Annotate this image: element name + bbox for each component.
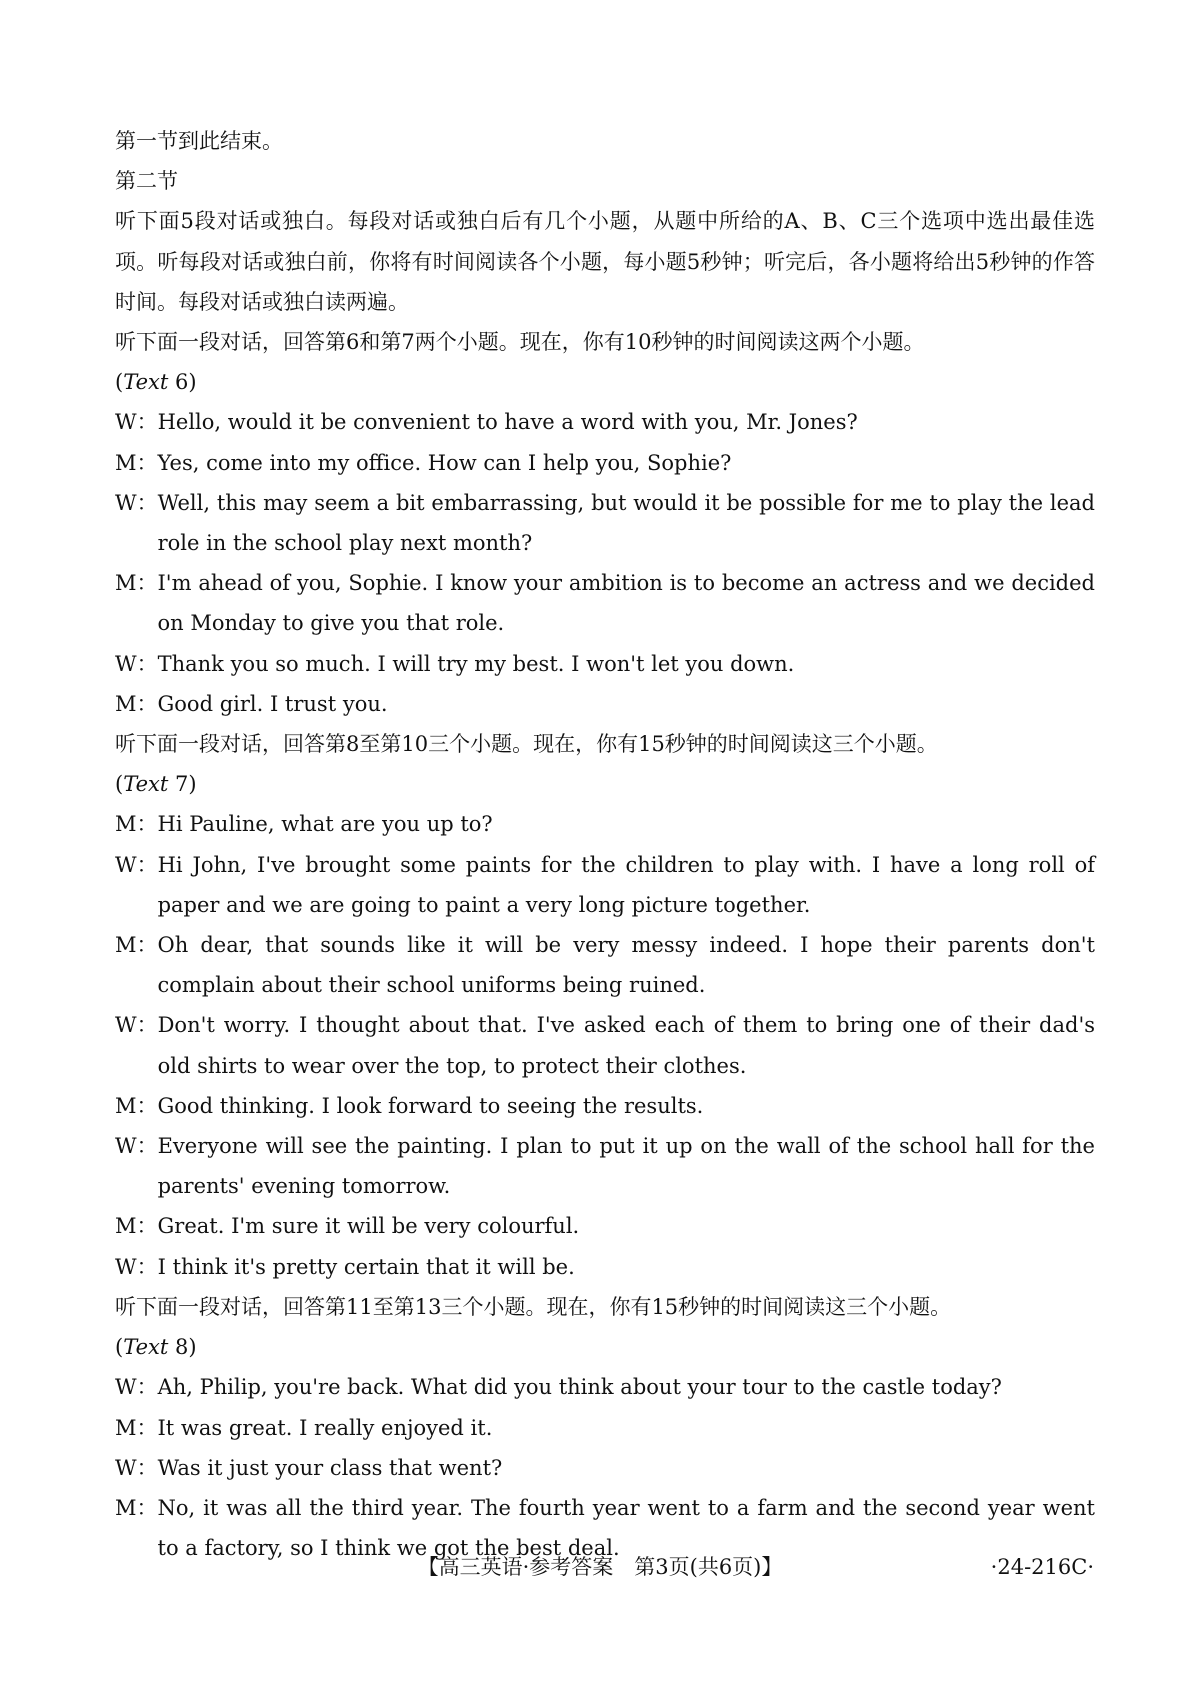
utterance: Good thinking. I look forward to seeing the results. (157, 1093, 704, 1118)
speaker: M： (115, 1214, 158, 1239)
speaker: M： (115, 1093, 158, 1118)
dialogue-line (115, 1005, 1095, 1085)
utterance: Oh dear, that sounds like it will be very messy indeed. I hope their parents don't complain about their school uniforms being ruined. (157, 933, 1095, 998)
speaker: M： (115, 691, 158, 716)
speaker: M： (115, 1495, 158, 1520)
text-label (115, 1327, 1095, 1367)
dialogue-line (115, 1367, 1095, 1407)
dialogue-line (115, 644, 1095, 684)
speaker: W： (115, 1134, 158, 1159)
utterance: Hello, would it be convenient to have a word with you, Mr. Jones? (157, 410, 858, 435)
utterance: I'm ahead of you, Sophie. I know your ambition is to become an actress and we decided on Monday to give you that role. (157, 571, 1095, 636)
dialogue-line (115, 1408, 1095, 1448)
speaker: M： (115, 450, 158, 475)
speaker: W： (115, 651, 158, 676)
utterance: Ah, Philip, you're back. What did you think about your tour to the castle today? (157, 1375, 1002, 1400)
speaker: W： (115, 490, 158, 515)
section2-title: 第二节 (115, 169, 178, 194)
label-text: Text (123, 370, 169, 395)
label-text: Text (123, 1335, 169, 1360)
footer-page-info: 【高三英语·参考答案 第3页(共6页)】 (417, 1555, 783, 1579)
question-prompt: 听下面一段对话，回答第6和第7两个小题。现在，你有10秒钟的时间阅读这两个小题。 (115, 330, 925, 355)
utterance: Good girl. I trust you. (157, 691, 388, 716)
utterance: No, it was all the third year. The fourth year went to a farm and the second year went to a factory, so I think we got the best deal. (157, 1495, 1095, 1561)
speaker: W： (115, 410, 158, 435)
utterance: Thank you so much. I will try my best. I won't let you down. (157, 651, 795, 676)
page-content (115, 121, 1095, 1568)
dialogue-line (115, 925, 1095, 1005)
dialogue-line (115, 1126, 1095, 1206)
dialogue-line (115, 1206, 1095, 1246)
dialogue-line (115, 684, 1095, 724)
question-prompt: 听下面一段对话，回答第8至第10三个小题。现在，你有15秒钟的时间阅读这三个小题。 (115, 732, 938, 757)
speaker: W： (115, 852, 158, 877)
section2-instructions (115, 201, 1095, 322)
dialogue-line (115, 402, 1095, 442)
utterance: Hi Pauline, what are you up to? (157, 812, 493, 837)
dialogue-line (115, 483, 1095, 563)
speaker: W： (115, 1455, 158, 1480)
speaker: W： (115, 1013, 158, 1038)
utterance: I think it's pretty certain that it will be. (157, 1254, 575, 1279)
utterance: It was great. I really enjoyed it. (157, 1415, 493, 1440)
utterance: Was it just your class that went? (157, 1455, 503, 1480)
label-num: 6) (168, 370, 197, 395)
question-prompt: 听下面一段对话，回答第11至第13三个小题。现在，你有15秒钟的时间阅读这三个小题。 (115, 1294, 952, 1319)
label-open: ( (115, 1335, 124, 1360)
label-open: ( (115, 772, 124, 797)
utterance: Everyone will see the painting. I plan to put it up on the wall of the school hall for the parents' evening tomorrow. (157, 1134, 1095, 1199)
label-text: Text (123, 772, 169, 797)
speaker: M： (115, 1415, 158, 1440)
dialogue-line (115, 1086, 1095, 1126)
dialogue-line (115, 563, 1095, 643)
page-footer (0, 1547, 1200, 1587)
section1-end-line: 第一节到此结束。 (115, 129, 283, 153)
speaker: W： (115, 1375, 158, 1400)
instructions-text: 听下面5段对话或独白。每段对话或独白后有几个小题，从题中所给的A、B、C三个选项中选出最佳选项。听每段对话或独白前，你将有时间阅读各个小题，每小题5秒钟；听完后，各小题将给出5秒钟的作答时间。每段对话或独白读两遍。 (115, 209, 1095, 314)
speaker: W： (115, 1254, 158, 1279)
dialogue-line (115, 845, 1095, 925)
text-label (115, 764, 1095, 804)
speaker: M： (115, 812, 158, 837)
utterance: Well, this may seem a bit embarrassing, but would it be possible for me to play the lead role in the school play next month? (157, 490, 1095, 556)
utterance: Yes, come into my office. How can I help you, Sophie? (157, 450, 732, 475)
speaker: M： (115, 933, 158, 958)
label-open: ( (115, 370, 124, 395)
label-num: 8) (168, 1335, 197, 1360)
label-num: 7) (168, 772, 197, 797)
footer-code: ·24-216C· (990, 1555, 1094, 1579)
text-label (115, 362, 1095, 402)
dialogue-line (115, 1448, 1095, 1488)
utterance: Great. I'm sure it will be very colourful. (157, 1214, 580, 1239)
utterance: Don't worry. I thought about that. I've asked each of them to bring one of their dad's old shirts to wear over the top, to protect their clothes. (157, 1013, 1095, 1078)
dialogue-line (115, 443, 1095, 483)
speaker: M： (115, 571, 158, 596)
dialogue-line (115, 1247, 1095, 1287)
dialogue-line (115, 804, 1095, 844)
utterance: Hi John, I've brought some paints for the children to play with. I have a long roll of paper and we are going to paint a very long picture together. (157, 852, 1095, 917)
